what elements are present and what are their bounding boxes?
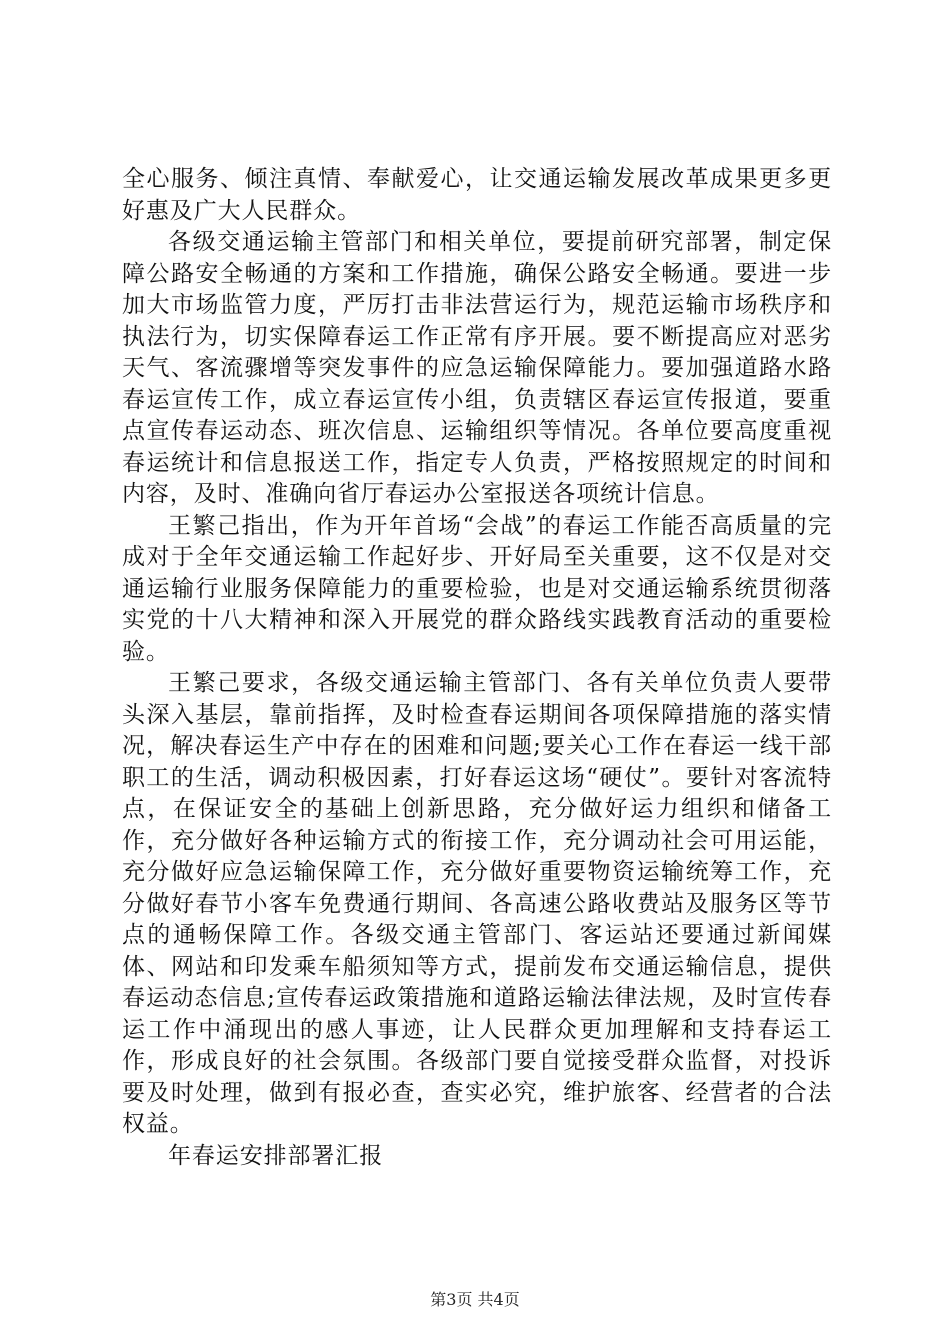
paragraph-wang-points-out: 王繁己指出，作为开年首场“会战”的春运工作能否高质量的完成对于全年交通运输工作起好步、开好局至关重要，这不仅是对交通运输行业服务保障能力的重要检验，也是对交通运输系统贯彻落实党的十八大精神和深入开展党的群众路线实践教育活动的重要检验。 bbox=[122, 512, 832, 665]
section-heading: 年春运安排部署汇报 bbox=[168, 1142, 384, 1169]
paragraph-continuation: 全心服务、倾注真情、奉献爱心，让交通运输发展改革成果更多更好惠及广大人民群众。 bbox=[122, 166, 832, 224]
document-body bbox=[122, 164, 832, 1172]
page-number-footer: 第3页 共4页 bbox=[430, 1290, 520, 1309]
paragraph-wang-requires: 王繁己要求，各级交通运输主管部门、各有关单位负责人要带头深入基层，靠前指挥，及时检查春运期间各项保障措施的落实情况，解决春运生产中存在的困难和问题;要关心工作在春运一线干部职工的生活，调动积极因素，打好春运这场“硬仗”。要针对客流特点，在保证安全的基础上创新思路，充分做好运力组织和储备工作，充分做好各种运输方式的衔接工作，充分调动社会可用运能，充分做好应急运输保障工作，充分做好重要物资运输统筹工作，充分做好春节小客车免费通行期间、各高速公路收费站及服务区等节点的通畅保障工作。各级交通主管部门、客运站还要通过新闻媒体、网站和印发乘车船须知等方式，提前发布交通运输信息，提供春运动态信息;宣传春运政策措施和道路运输法律法规，及时宣传春运工作中涌现出的感人事迹，让人民群众更加理解和支持春运工作，形成良好的社会氛围。各级部门要自觉接受群众监督，对投诉要及时处理，做到有报必查，查实必究，维护旅客、经营者的合法权益。 bbox=[122, 670, 832, 1137]
paragraph-departments: 各级交通运输主管部门和相关单位，要提前研究部署，制定保障公路安全畅通的方案和工作措施，确保公路安全畅通。要进一步加大市场监管力度，严厉打击非法营运行为，规范运输市场秩序和执法行为，切实保障春运工作正常有序开展。要不断提高应对恶劣天气、客流骤增等突发事件的应急运输保障能力。要加强道路水路春运宣传工作，成立春运宣传小组，负责辖区春运宣传报道，要重点宣传春运动态、班次信息、运输组织等情况。各单位要高度重视春运统计和信息报送工作，指定专人负责，严格按照规定的时间和内容，及时、准确向省厅春运办公室报送各项统计信息。 bbox=[122, 229, 832, 507]
